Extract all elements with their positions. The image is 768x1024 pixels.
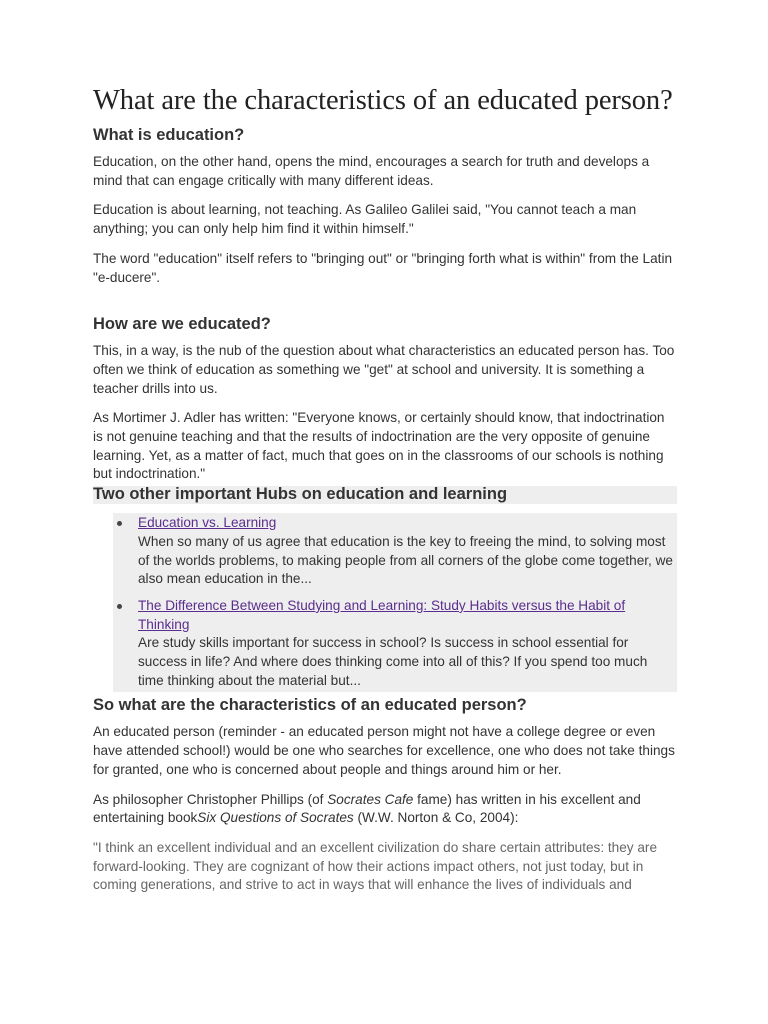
list-item	[113, 597, 677, 691]
article	[93, 84, 677, 895]
text: fame) has written in his excellent and entertaining book	[93, 791, 641, 826]
paragraph: An educated person (reminder - an educated person might not have a college degree or even have attended school!) would be one who searches for excellence, one who does not take things for granted, one who is concerned about people and things around him or her.	[93, 724, 675, 777]
bullet-icon	[117, 521, 122, 526]
paragraph: Education is about learning, not teaching. As Galileo Galilei said, "You cannot teach a man anything; you can only help him find it within himself."	[93, 202, 637, 237]
list-item	[113, 514, 677, 589]
hub-link-studying-vs-learning[interactable]: The Difference Between Studying and Learning: Study Habits versus the Habit of Thinking	[138, 597, 626, 632]
book-title-socrates-cafe: Socrates Cafe	[327, 791, 414, 807]
section-heading-what-is-education: What is education?	[93, 126, 245, 144]
text: As philosopher Christopher Phillips (of	[93, 791, 328, 807]
related-hubs-box	[113, 513, 677, 692]
page-title: What are the characteristics of an educated person?	[93, 85, 673, 116]
quote-paragraph: "I think an excellent individual and an excellent civilization do share certain attributes: they are forward-looking. They are cognizant of how their actions impact others, not just today, but in coming generations, and strive to act in ways that will enhance the lives of individuals and	[93, 839, 658, 893]
hubs-heading: Two other important Hubs on education and learning	[93, 486, 677, 504]
hub-description: Are study skills important for success in school? Is success in school essential for success in life? And where does thinking come into all of this? If you spend too much time thinking about the material but...	[138, 635, 648, 688]
book-title-six-questions: Six Questions of Socrates	[197, 810, 354, 826]
paragraph: Education, on the other hand, opens the mind, encourages a search for truth and develops a mind that can engage critically with many different ideas.	[93, 154, 650, 188]
related-hubs-list	[113, 514, 677, 690]
section-heading-how-are-we-educated: How are we educated?	[93, 315, 271, 334]
text: (W.W. Norton & Co, 2004):	[353, 810, 519, 826]
bullet-icon	[117, 604, 122, 609]
section-heading-characteristics: So what are the characteristics of an educated person?	[93, 696, 527, 715]
paragraph: As Mortimer J. Adler has written: "Everyone knows, or certainly should know, that indoctrination is not genuine teaching and that the results of indoctrination are the very opposite of genuine learning. Yet, as a matter of fact, much that goes on in the classrooms of our schools is nothing but indoctrination."	[93, 410, 665, 482]
hub-link-education-vs-learning[interactable]: Education vs. Learning	[138, 515, 277, 531]
hub-description: When so many of us agree that education is the key to freeing the mind, to solving most of the worlds problems, to making people from all corners of the globe come together, we also mean education in the...	[138, 533, 673, 587]
paragraph-phillips	[93, 791, 677, 828]
paragraph: The word "education" itself refers to "bringing out" or "bringing forth what is within" from the Latin "e-ducere".	[93, 250, 673, 285]
paragraph: This, in a way, is the nub of the question about what characteristics an educated person has. Too often we think of education as something we "get" at school and university. It is something a teacher drills into us.	[93, 343, 675, 396]
